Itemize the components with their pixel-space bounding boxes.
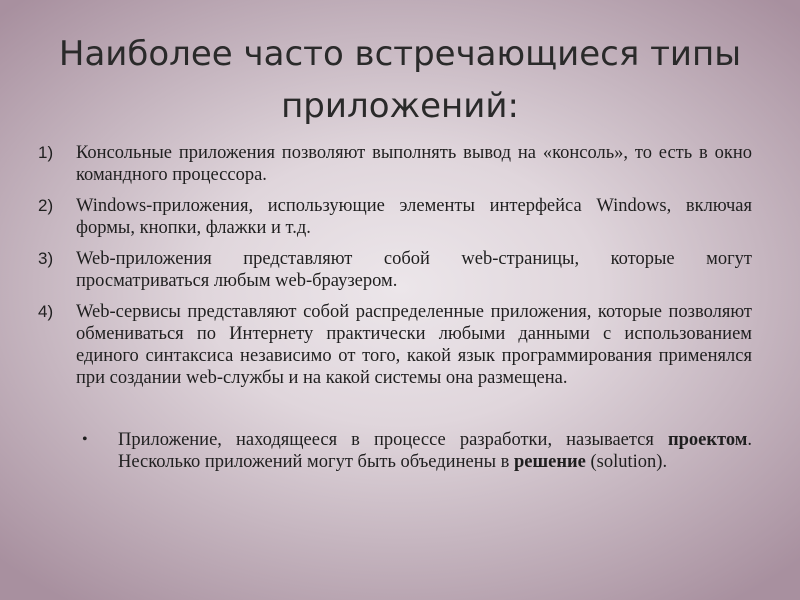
- list-number: 2): [38, 196, 54, 215]
- list-number: 4): [38, 302, 54, 321]
- bullet-marker: •: [82, 431, 88, 448]
- note-part-3: (solution).: [585, 452, 668, 472]
- term-project: проектом: [667, 430, 748, 450]
- note-text: [118, 429, 752, 473]
- list-item: [38, 142, 752, 186]
- note-part-1: Приложение, находящееся в процессе разработки, называется: [118, 430, 668, 450]
- slide-title: Наиболее часто встречающиеся типы приложений:: [58, 34, 742, 126]
- slide-content: [38, 142, 752, 473]
- list-item-text: Windows-приложения, использующие элементы интерфейса Windows, включая формы, кнопки, флажки и т.д.: [76, 196, 752, 238]
- numbered-list: [38, 142, 752, 389]
- list-item-text: Консольные приложения позволяют выполнять вывод на «консоль», то есть в окно командного процессора.: [76, 143, 752, 185]
- note-part-2: . Несколько приложений могут быть объединены в: [118, 430, 752, 472]
- list-item: [38, 301, 752, 389]
- list-number: 3): [38, 249, 54, 268]
- list-number: 1): [38, 143, 54, 162]
- list-item-text: Web-сервисы представляют собой распределенные приложения, которые позволяют обмениваться по Интернету практически любыми данными с использованием единого синтаксиса независимо от того, какой язык программирования применялся при создании web-службы и на какой системы она размещена.: [76, 302, 752, 388]
- list-item-text: Web-приложения представляют собой web-страницы, которые могут просматриваться любым web-браузером.: [76, 249, 752, 291]
- term-solution: решение: [514, 452, 586, 472]
- list-item: [38, 195, 752, 239]
- list-item: [38, 248, 752, 292]
- bullet-note: [38, 429, 752, 473]
